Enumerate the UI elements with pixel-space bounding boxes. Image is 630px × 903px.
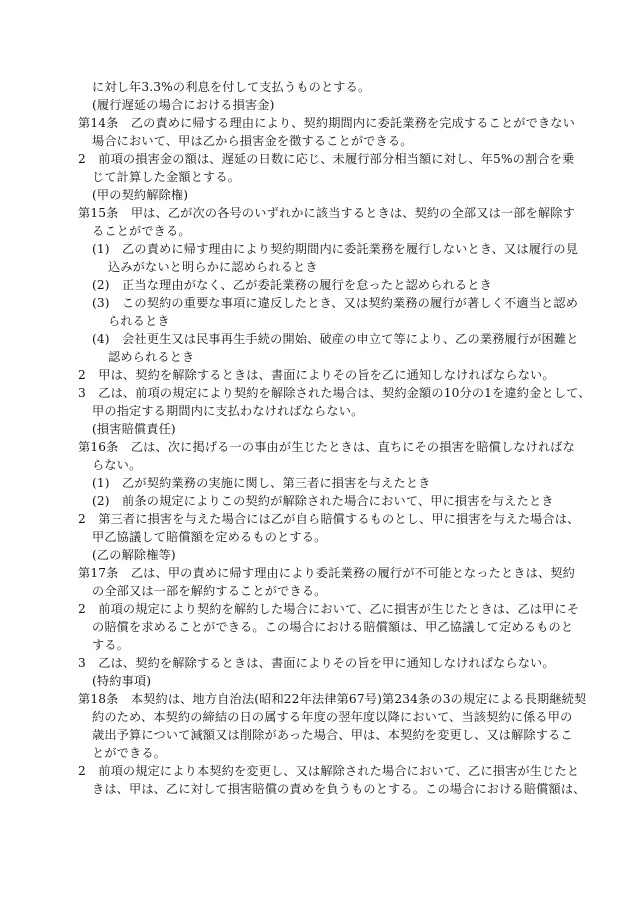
text-line: 3 乙は、前項の規定により契約を解除された場合は、契約金額の10分の1を違約金として、 (78, 386, 591, 400)
text-line: に対し年3.3%の利息を付して支払うものとする。 (92, 80, 371, 94)
text-line: (4) 会社更生又は民事再生手続の開始、破産の申立て等により、乙の業務履行が困難と (92, 332, 579, 346)
text-line: 甲の指定する期間内に支払わなければならない。 (92, 404, 364, 418)
text-line: 認められるとき (108, 350, 195, 364)
text-line: (甲の契約解除権) (92, 188, 189, 202)
text-line: 甲乙協議して賠償額を定めるものとする。 (92, 530, 327, 544)
text-line: 込みがないと明らかに認められるとき (108, 260, 318, 274)
text-line: (特約事項) (92, 674, 152, 688)
text-line: 歳出予算について減額又は削除があった場合、甲は、本契約を変更し、又は解除するこ (92, 728, 573, 742)
text-line: 2 前項の損害金の額は、遅延の日数に応じ、未履行部分相当額に対し、年5%の割合を乗 (78, 152, 575, 166)
text-line: 第16条 乙は、次に掲げる一の事由が生じたときは、直ちにその損害を賠償しなければな (78, 440, 575, 454)
text-line: 第17条 乙は、甲の責めに帰す理由により委託業務の履行が不可能となったときは、契約 (78, 566, 575, 580)
text-line: 第14条 乙の責めに帰する理由により、契約期間内に委託業務を完成することができない (78, 116, 575, 130)
text-line: 第15条 甲は、乙が次の各号のいずれかに該当するときは、契約の全部又は一部を解除す (78, 206, 575, 220)
text-line: 2 前項の規定により本契約を変更し、又は解除された場合において、乙に損害が生じたと (78, 764, 580, 778)
text-line: の賠償を求めることができる。この場合における賠償額は、甲乙協議して定めるものと (92, 620, 574, 634)
text-line: 約のため、本契約の締結の日の属する年度の翌年度以降において、当該契約に係る甲の (92, 710, 573, 724)
text-line: (乙の解除権等) (92, 548, 176, 562)
text-line: 2 甲は、契約を解除するときは、書面によりその旨を乙に通知しなければならない。 (78, 368, 555, 382)
text-line: とができる。 (92, 746, 167, 760)
text-line: (1) 乙の責めに帰す理由により契約期間内に委託業務を履行しないとき、又は履行の見 (92, 242, 579, 256)
text-line: 場合において、甲は乙から損害金を徴することができる。 (92, 134, 413, 148)
text-line: (2) 前条の規定によりこの契約が解除された場合において、甲に損害を与えたとき (92, 494, 554, 508)
text-line: (3) この契約の重要な事項に違反したとき、又は契約業務の履行が著しく不適当と認め (92, 296, 579, 310)
text-line: じて計算した金額とする。 (92, 170, 241, 184)
text-line: 第18条 本契約は、地方自治法(昭和22年法律第67号)第234条の3の規定による長期継続契 (78, 692, 587, 706)
text-line: 2 前項の規定により契約を解約した場合において、乙に損害が生じたときは、乙は甲にそ (78, 602, 580, 616)
text-line: (損害賠償責任) (92, 422, 176, 436)
text-line: 3 乙は、契約を解除するときは、書面によりその旨を甲に通知しなければならない。 (78, 656, 555, 670)
text-line: られるとき (108, 314, 170, 328)
text-line: (履行遅延の場合における損害金) (92, 98, 275, 112)
text-line: 2 第三者に損害を与えた場合には乙が自ら賠償するものとし、甲に損害を与えた場合は、 (78, 512, 580, 526)
text-line: する。 (92, 638, 130, 652)
text-line: ることができる。 (92, 224, 191, 238)
text-line: (1) 乙が契約業務の実施に関し、第三者に損害を与えたとき (92, 476, 431, 490)
text-line: の全部又は一部を解約することができる。 (92, 584, 327, 598)
contract-text (78, 78, 591, 798)
text-line: きは、甲は、乙に対して損害賠償の責めを負うものとする。この場合における賠償額は、 (92, 782, 586, 796)
text-line: らない。 (92, 458, 142, 472)
text-line: (2) 正当な理由がなく、乙が委託業務の履行を怠ったと認められるとき (92, 278, 492, 292)
